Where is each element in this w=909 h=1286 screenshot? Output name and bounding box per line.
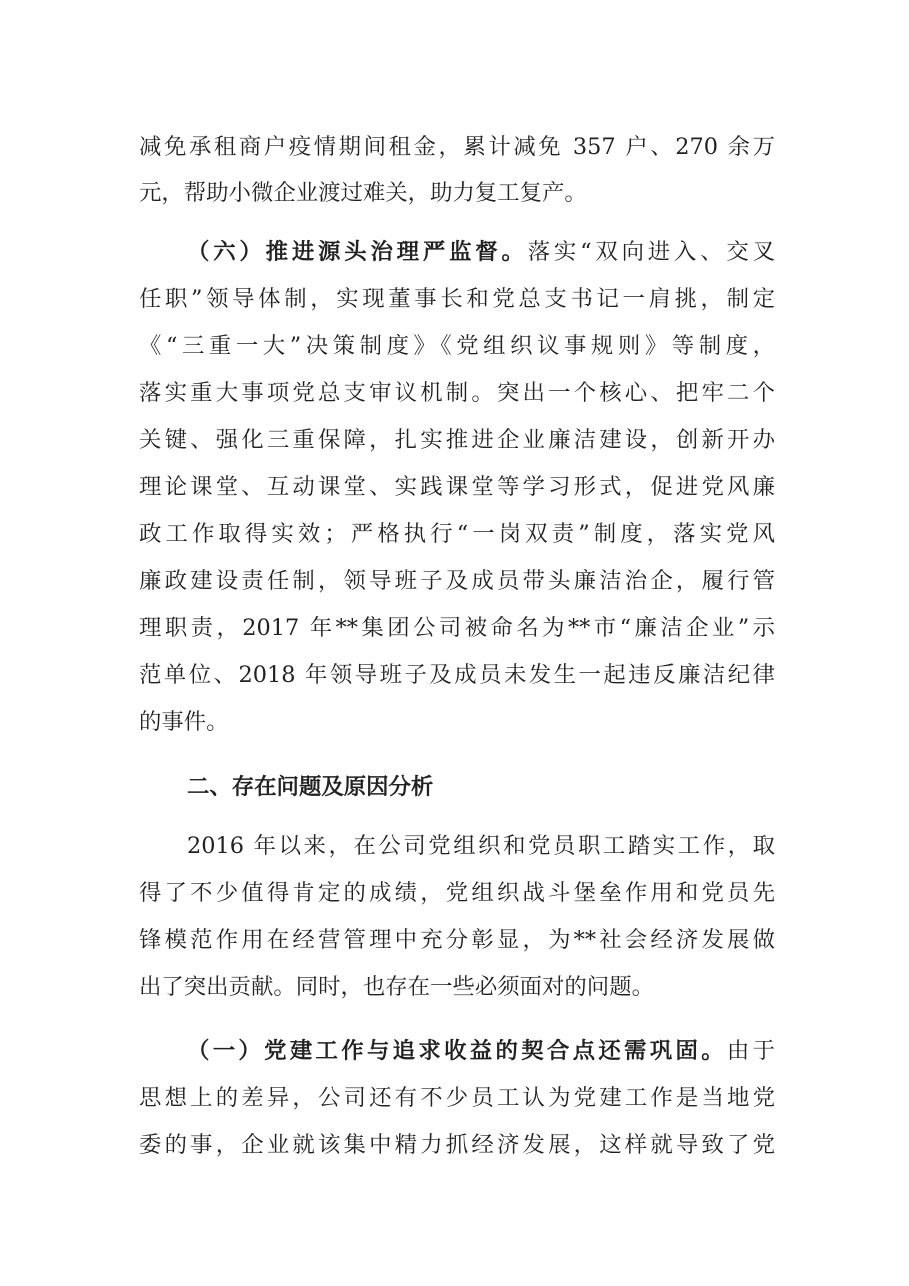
paragraph-line: 2016 年以来，在公司党组织和党员职工踏实工作，取 xyxy=(187,833,775,859)
paragraph-line: 《“三重一大”决策制度》《党组织议事规则》等制度， xyxy=(139,333,775,359)
paragraph-line: 关键、强化三重保障，扎实推进企业廉洁建设，创新开办 xyxy=(139,427,775,453)
paragraph-line: 出了突出贡献。同时，也存在一些必须面对的问题。 xyxy=(139,974,654,1000)
paragraph-line: 元，帮助小微企业渡过难关，助力复工复产。 xyxy=(139,180,587,206)
paragraph-line: 锋模范作用在经营管理中充分彰显，为**社会经济发展做 xyxy=(139,927,775,953)
paragraph-line: 得了不少值得肯定的成绩，党组织战斗堡垒作用和党员先 xyxy=(139,880,775,906)
paragraph-line: 理论课堂、互动课堂、实践课堂等学习形式，促进党风廉 xyxy=(139,474,775,500)
paragraph-line: 减免承租商户疫情期间租金，累计减免 357 户、270 余万 xyxy=(139,134,775,160)
paragraph-text: 落实“双向进入、交叉 xyxy=(527,239,775,265)
subsection-title: （一）党建工作与追求收益的契合点还需巩固。 xyxy=(187,1038,727,1064)
paragraph-line: 思想上的差异，公司还有不少员工认为党建工作是当地党 xyxy=(139,1085,775,1111)
paragraph-line: 范单位、2018 年领导班子及成员未发生一起违反廉洁纪律 xyxy=(139,662,775,688)
paragraph-line: 政工作取得实效；严格执行“一岗双责”制度，落实党风 xyxy=(139,521,775,547)
paragraph-line: 廉政建设责任制，领导班子及成员带头廉洁治企，履行管 xyxy=(139,568,775,594)
section-heading: 二、存在问题及原因分析 xyxy=(187,774,434,800)
paragraph-line: 的事件。 xyxy=(139,709,229,735)
paragraph-first-line xyxy=(187,1031,775,1071)
paragraph-line: 理职责，2017 年**集团公司被命名为**市“廉洁企业”示 xyxy=(139,615,775,641)
paragraph-line: 任职”领导体制，实现董事长和党总支书记一肩挑，制定 xyxy=(139,286,775,312)
paragraph-line: 委的事，企业就该集中精力抓经济发展，这样就导致了党 xyxy=(139,1132,775,1158)
paragraph-line: 落实重大事项党总支审议机制。突出一个核心、把牢二个 xyxy=(139,380,775,406)
subsection-title: （六）推进源头治理严监督。 xyxy=(187,239,528,265)
paragraph-first-line xyxy=(187,232,775,272)
paragraph-text: 由于 xyxy=(726,1038,775,1064)
